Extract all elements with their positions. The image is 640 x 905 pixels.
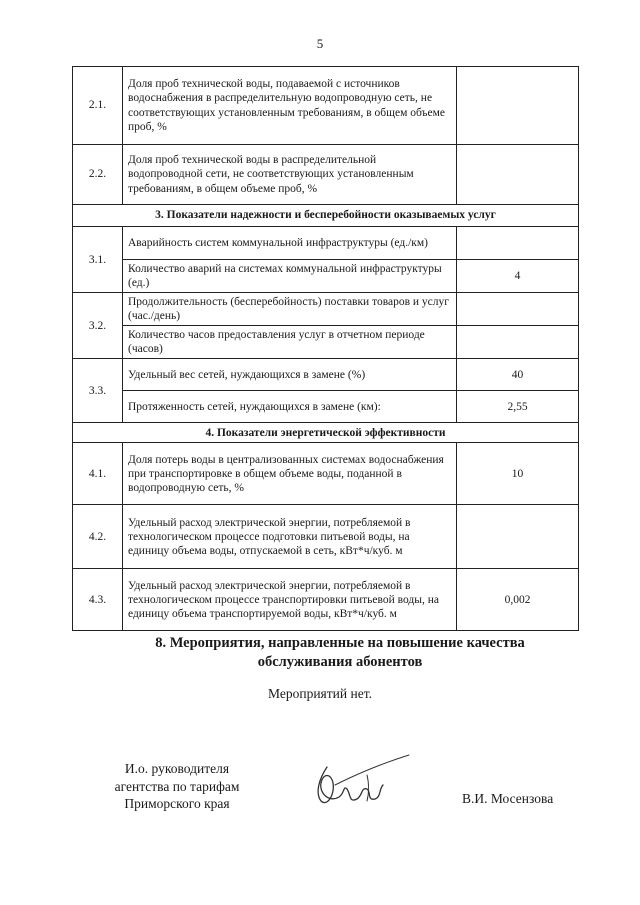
indicator-value: 40	[457, 359, 579, 391]
indicators-table	[72, 66, 579, 631]
section-8-heading-line: обслуживания абонентов	[257, 653, 423, 670]
signer-title	[82, 760, 272, 813]
table-row	[73, 293, 579, 326]
table-subrow	[73, 326, 579, 359]
table-row	[73, 505, 579, 569]
section-heading: 4. Показатели энергетической эффективности	[73, 423, 579, 443]
row-number: 2.1.	[73, 67, 123, 145]
signer-name: В.И. Мосензова	[462, 791, 554, 806]
table-row	[73, 227, 579, 260]
row-number: 4.3.	[73, 569, 123, 631]
indicator-value	[457, 505, 579, 569]
row-number: 3.3.	[73, 359, 123, 423]
indicator-value: 10	[457, 443, 579, 505]
indicator-text: Удельный вес сетей, нуждающихся в замене (%)	[123, 359, 457, 391]
table-row	[73, 145, 579, 205]
indicator-value: 2,55	[457, 391, 579, 423]
section-row	[73, 205, 579, 227]
indicator-text: Аварийность систем коммунальной инфраструктуры (ед./км)	[123, 227, 457, 260]
indicator-value	[457, 67, 579, 145]
row-number: 4.1.	[73, 443, 123, 505]
indicator-text: Продолжительность (бесперебойность) поставки товаров и услуг (час./день)	[123, 293, 457, 326]
signer-title-line: агентства по тарифам	[114, 778, 240, 794]
indicator-value: 4	[457, 260, 579, 293]
row-number: 2.2.	[73, 145, 123, 205]
table-row	[73, 359, 579, 391]
table-row	[73, 443, 579, 505]
indicator-text: Доля проб технической воды, подаваемой с источников водоснабжения в распределительную водопроводную сеть, не соответствующих установленным требованиям, в общем объеме проб, %	[123, 67, 457, 145]
indicator-text: Доля проб технической воды в распределительной водопроводной сети, не соответствующих установленным требованиям, в общем объеме проб, %	[123, 145, 457, 205]
table-row	[73, 67, 579, 145]
section-8-heading-line: 8. Мероприятия, направленные на повышение качества	[155, 635, 525, 651]
indicator-value	[457, 293, 579, 326]
no-measures-text: Мероприятий нет.	[268, 686, 372, 701]
indicator-text: Удельный расход электрической энергии, потребляемой в технологическом процессе подготовки питьевой воды, на единицу объема воды, отпускаемой в сеть, кВт*ч/куб. м	[123, 505, 457, 569]
section-8-heading	[90, 634, 590, 671]
indicator-text: Удельный расход электрической энергии, потребляемой в технологическом процессе транспортировки питьевой воды, на единицу объема транспортируемой воды, кВт*ч/куб. м	[123, 569, 457, 631]
indicator-text: Доля потерь воды в централизованных системах водоснабжения при транспортировке в общем объеме воды, поданной в водопроводную сеть, %	[123, 443, 457, 505]
indicator-value	[457, 145, 579, 205]
row-number: 3.1.	[73, 227, 123, 293]
page-number: 5	[316, 36, 324, 51]
row-number: 4.2.	[73, 505, 123, 569]
table-subrow	[73, 391, 579, 423]
row-number: 3.2.	[73, 293, 123, 359]
signer-title-line: И.о. руководителя	[124, 761, 230, 776]
indicator-text: Количество часов предоставления услуг в отчетном периоде (часов)	[123, 326, 457, 359]
indicator-text: Протяженность сетей, нуждающихся в замене (км):	[123, 391, 457, 423]
indicator-text: Количество аварий на системах коммунальной инфраструктуры (ед.)	[123, 260, 457, 293]
table-subrow	[73, 260, 579, 293]
section-heading: 3. Показатели надежности и бесперебойности оказываемых услуг	[73, 205, 579, 227]
handwritten-signature	[305, 745, 425, 820]
table-row	[73, 569, 579, 631]
indicator-value	[457, 227, 579, 260]
indicator-value: 0,002	[457, 569, 579, 631]
indicator-value	[457, 326, 579, 359]
section-row	[73, 423, 579, 443]
signer-title-line: Приморского края	[124, 796, 230, 812]
